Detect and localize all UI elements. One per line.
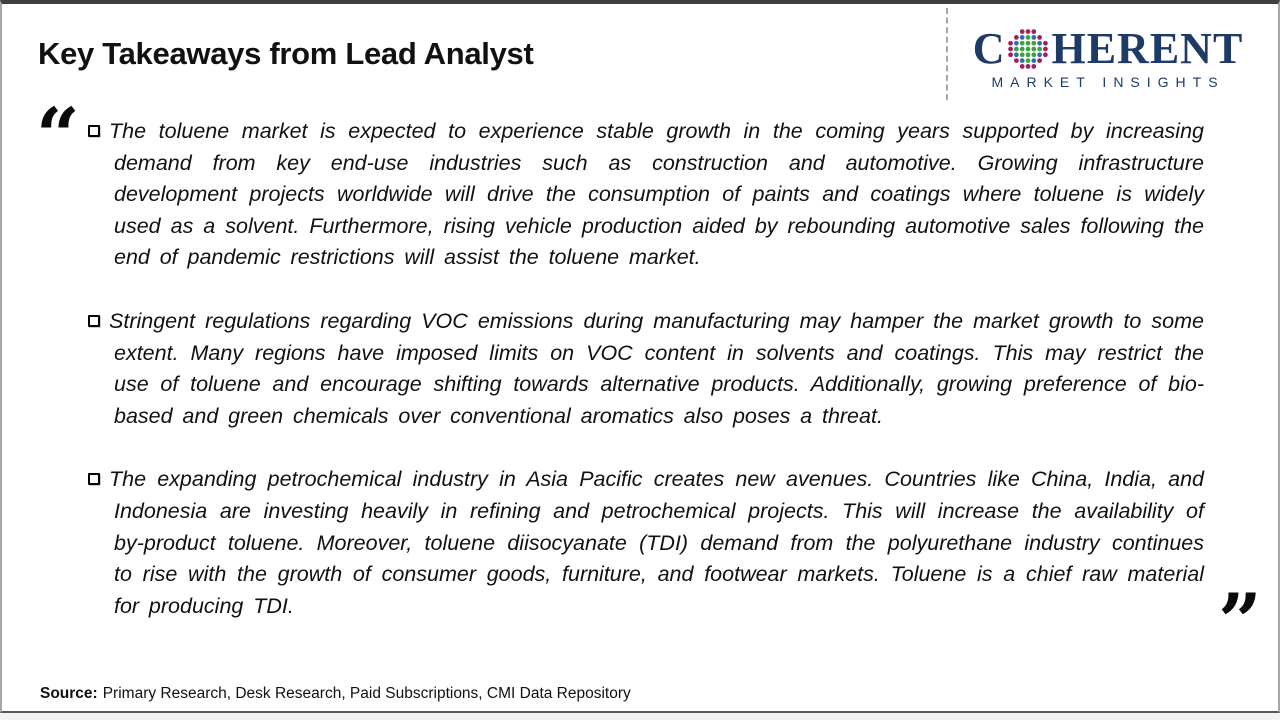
logo-letter-c: C — [972, 24, 1006, 73]
list-item — [88, 306, 1204, 432]
square-bullet-icon — [88, 473, 100, 485]
list-item — [88, 464, 1204, 622]
logo-globe-icon — [1006, 27, 1050, 71]
page-title: Key Takeaways from Lead Analyst — [38, 36, 534, 71]
source-label: Source: — [40, 685, 98, 702]
takeaway-text: Stringent regulations regarding VOC emissions during manufacturing may hamper the market growth to some extent. Many regions have imposed limits on VOC content in solvents and coatings. This may restrict the use of toluene and encourage shifting towards alternative products. Additionally, growing preference of bio-based and green chemicals over conventional aromatics also poses a threat. — [109, 308, 1204, 428]
header-divider — [946, 8, 948, 100]
takeaway-text: The toluene market is expected to experience stable growth in the coming years supported by increasing demand from key end-use industries such as construction and automotive. Growing infrastructure development projects worldwide will drive the consumption of paints and coatings where toluene is widely used as a solvent. Furthermore, rising vehicle production aided by rebounding automotive sales following the end of pandemic restrictions will assist the toluene market. — [109, 119, 1204, 270]
square-bullet-icon — [88, 125, 100, 137]
close-quote-icon: ” — [1218, 577, 1262, 666]
source-text: Primary Research, Desk Research, Paid Subscriptions, CMI Data Repository — [102, 685, 631, 702]
takeaway-text: The expanding petrochemical industry in Asia Pacific creates new avenues. Countries like China, India, and Indonesia are investing heavily in refining and petrochemical projects. This will increase the availability of by-product toluene. Moreover, toluene diisocyanate (TDI) demand from the polyurethane industry continues to rise with the growth of consumer goods, furniture, and footwear markets. Toluene is a chief raw material for producing TDI. — [109, 467, 1204, 618]
list-item — [88, 116, 1204, 274]
source-line — [40, 685, 631, 703]
square-bullet-icon — [88, 315, 100, 327]
takeaways-list — [88, 116, 1204, 622]
logo-subtitle: MARKET INSIGHTS — [991, 74, 1225, 90]
open-quote-icon: “ — [36, 91, 80, 180]
logo-wordmark — [958, 26, 1258, 72]
company-logo — [958, 26, 1258, 90]
logo-word-rest: HERENT — [1051, 24, 1244, 73]
